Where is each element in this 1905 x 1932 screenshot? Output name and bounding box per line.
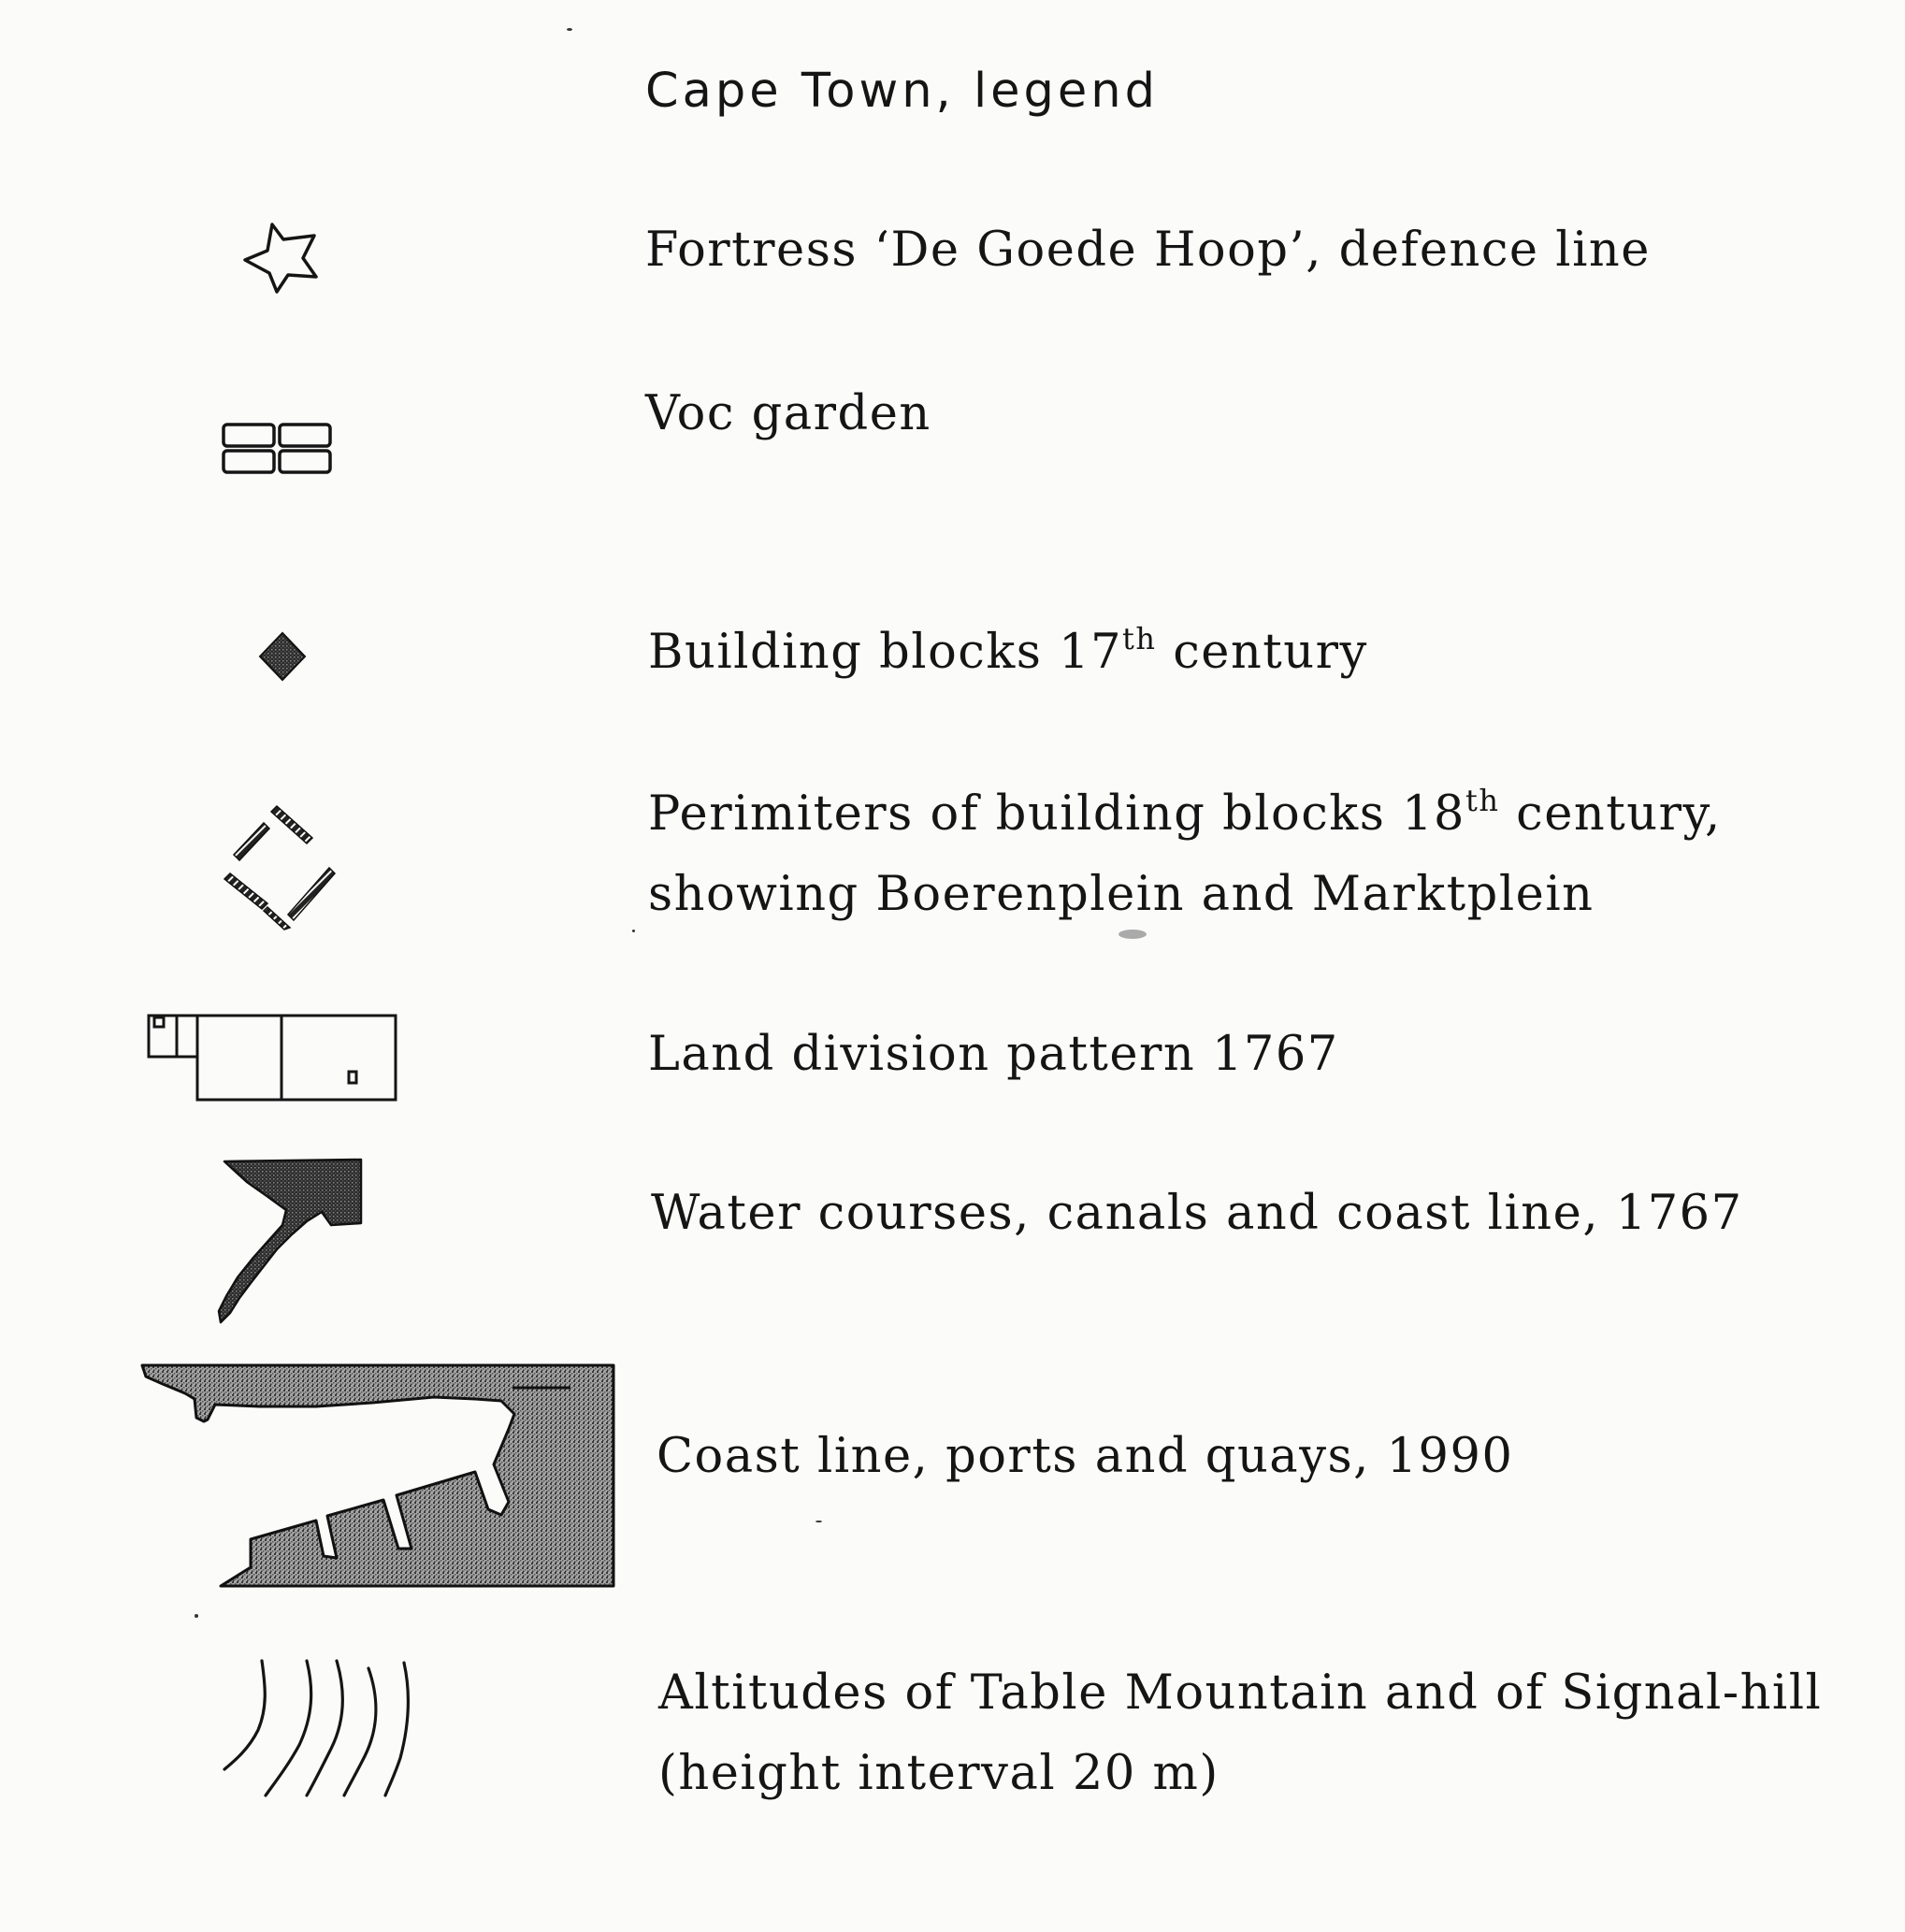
label-text: Altitudes of Table Mountain and of Signal-hill: [658, 1665, 1823, 1721]
land-division-icon: [145, 1012, 399, 1103]
filled-diamond-icon: [256, 630, 309, 683]
legend-label-land-division: Land division pattern 1767: [648, 1027, 1339, 1082]
legend-label-coast-port: Coast line, ports and quays, 1990: [657, 1429, 1514, 1484]
legend-label-fortress: Fortress ‘De Goede Hoop’, defence line: [645, 223, 1651, 278]
legend-title: Cape Town, legend: [645, 64, 1159, 119]
scan-speck: [815, 1521, 822, 1522]
hatched-perimeter-icon: [223, 802, 340, 930]
label-text: century: [1156, 625, 1368, 680]
label-sup: th: [1465, 783, 1500, 818]
legend-label-water-courses: Water courses, canals and coast line, 1767: [651, 1186, 1743, 1241]
coast-port-icon: [138, 1362, 617, 1590]
star-outline-icon: [241, 221, 322, 296]
label-text: century,: [1499, 786, 1722, 842]
scan-speck: [567, 28, 572, 31]
label-text: Building blocks 17: [648, 625, 1123, 680]
garden-grid-icon: [221, 421, 335, 477]
label-text: showing Boerenplein and Marktplein: [648, 867, 1595, 922]
scan-speck: [1118, 930, 1147, 939]
contour-lines-icon: [221, 1655, 419, 1799]
water-course-icon: [213, 1156, 365, 1324]
label-text: (height interval 20 m): [658, 1746, 1219, 1801]
scan-speck: [632, 930, 635, 932]
legend-label-altitudes: [658, 1653, 1822, 1814]
legend-label-garden: Voc garden: [645, 386, 931, 441]
legend-label-building-blocks: [648, 613, 1368, 693]
label-sup: th: [1122, 621, 1157, 656]
legend-label-perimeters: [648, 774, 1722, 935]
label-text: Perimiters of building blocks 18: [648, 786, 1465, 842]
scan-speck: [195, 1614, 198, 1618]
